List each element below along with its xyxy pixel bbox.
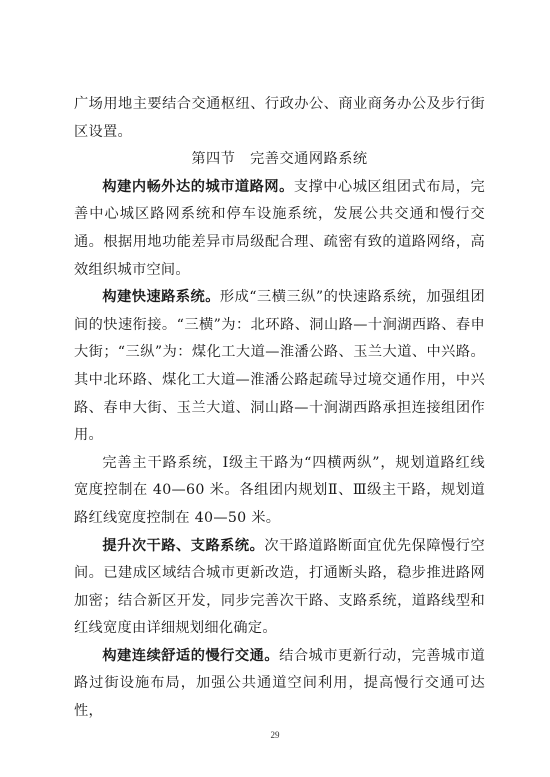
paragraph-arterial — [74, 450, 485, 533]
paragraph-secondary-roads — [74, 533, 485, 643]
paragraph-text: 完善主干路系统，Ⅰ级主干路为“四横两纵”，规划道路红线宽度控制在 40—60 米。各组团内规划Ⅱ、Ⅲ级主干路，规划道路红线宽度控制在 40—50 米。 — [74, 454, 485, 526]
page-number: 29 — [270, 730, 280, 740]
paragraph-text: 结合城市更新行动，完善城市道路过街设施布局，加强公共通道空间利用，提高慢行交通可达性， — [74, 647, 485, 720]
paragraph-road-network — [74, 174, 485, 284]
section-heading: 第四节 完善交通网路系统 — [191, 151, 368, 168]
paragraph-lead: 构建快速路系统。 — [102, 289, 220, 306]
continuation-paragraph: 广场用地主要结合交通枢纽、行政办公、商业商务办公及步行街区设置。 — [74, 96, 485, 140]
paragraph-lead: 提升次干路、支路系统。 — [102, 537, 265, 554]
paragraph-expressway — [74, 284, 485, 450]
paragraph-text: 次干路道路断面宜优先保障慢行空间。已建成区域结合城市更新改造，打通断头路，稳步推进路网加密；结合新区开发，同步完善次干路、支路系统，道路线型和红线宽度由详细规划细化确定。 — [74, 537, 485, 637]
paragraph-text: 支撑中心城区组团式布局，完善中心城区路网系统和停车设施系统，发展公共交通和慢行交通。根据用地功能差异市局级配合理、疏密有致的道路网络，高效组织城市空间。 — [74, 178, 485, 278]
paragraph-text: 形成“三横三纵”的快速路系统，加强组团间的快速衔接。“三横”为：北环路、洞山路—十涧湖西路、春申大街；“三纵”为：煤化工大道—淮潘公路、玉兰大道、中兴路。其中北环路、煤化工大道—淮潘公路起疏导过境交通作用，中兴路、春申大街、玉兰大道、洞山路—十涧湖西路承担连接组团作用。 — [74, 289, 485, 444]
body-text — [74, 91, 485, 726]
paragraph-lead: 构建连续舒适的慢行交通。 — [102, 647, 280, 664]
paragraph-slow-traffic — [74, 643, 485, 726]
paragraph-lead: 构建内畅外达的城市道路网。 — [102, 178, 294, 195]
